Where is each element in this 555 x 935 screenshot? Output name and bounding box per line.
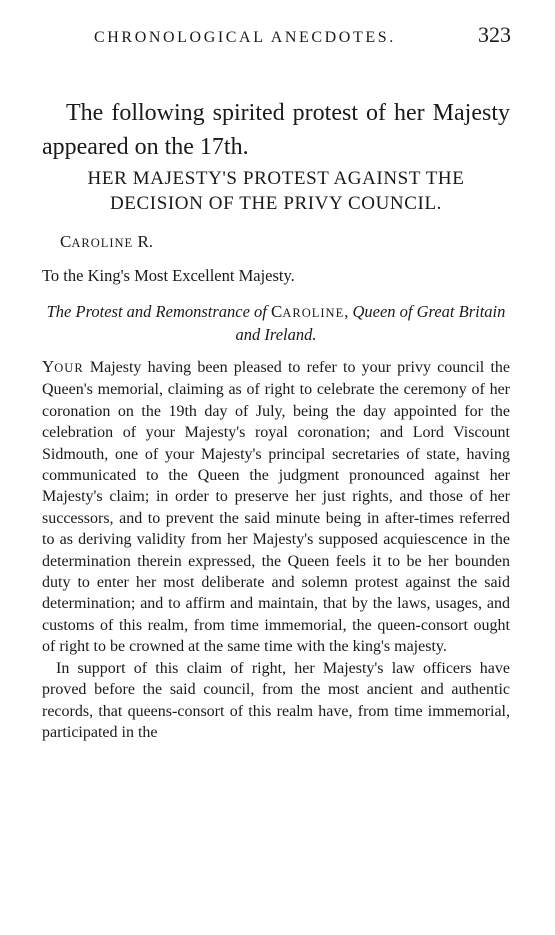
signature — [60, 232, 153, 252]
signature-suffix: R. — [133, 232, 154, 251]
running-head — [94, 22, 511, 48]
address-line: To the King's Most Excellent Majesty. — [42, 266, 295, 285]
body-paragraph-1 — [42, 356, 510, 658]
protest-heading — [42, 301, 510, 346]
protest-heading-name-initial: C — [271, 302, 283, 321]
first-word-initial: Y — [42, 357, 55, 376]
protest-heading-prefix: The Protest and Remonstrance of — [46, 302, 272, 321]
signature-rest: AROLINE — [71, 236, 134, 250]
body-text — [42, 356, 510, 743]
running-title: CHRONOLOGICAL ANECDOTES. — [94, 29, 396, 46]
paragraph-1-text: Majesty having been pleased to refer to your privy council the Queen's memorial, claiming as of right to celebrate the ceremony of her coronation on the 19th day of July, being the day appointed for the celebration of your Majesty's royal coronation; and Lord Viscount Sidmouth, one of your Majesty's principal secretaries of state, having communicated to the Queen the judgment pronounced against her Majesty's claim; in order to preserve her just rights, and those of her successors, and to prevent the said minute being in after-times referred to as deriving validity from her Majesty's supposed acquiescence in the determination therein expressed, the Queen feels it to be her bounden duty to enter her most deliberate and solemn protest against the said determination; and to affirm and maintain, that by the laws, usages, and customs of this realm, from time immemorial, the queen-consort ought of right to be crowned at the same time with the king's majesty. — [42, 359, 510, 656]
signature-initial: C — [60, 232, 72, 251]
protest-heading-suffix: , Queen of Great Britain and Ireland. — [235, 302, 506, 344]
first-word-rest: OUR — [54, 361, 84, 375]
body-paragraph-2: In support of this claim of right, her Majesty's law officers have proved before the said council, from the most ancient and authentic records, that queens-consort of this realm have, from time immemorial, participated in the — [42, 659, 510, 741]
protest-heading-name-rest: AROLINE — [282, 306, 345, 320]
section-title: HER MAJESTY'S PROTEST AGAINST THE DECISION OF THE PRIVY COUNCIL. — [87, 168, 465, 214]
intro-paragraph: The following spirited protest of her Majesty appeared on the 17th. — [42, 100, 510, 160]
page-number: 323 — [478, 22, 511, 47]
